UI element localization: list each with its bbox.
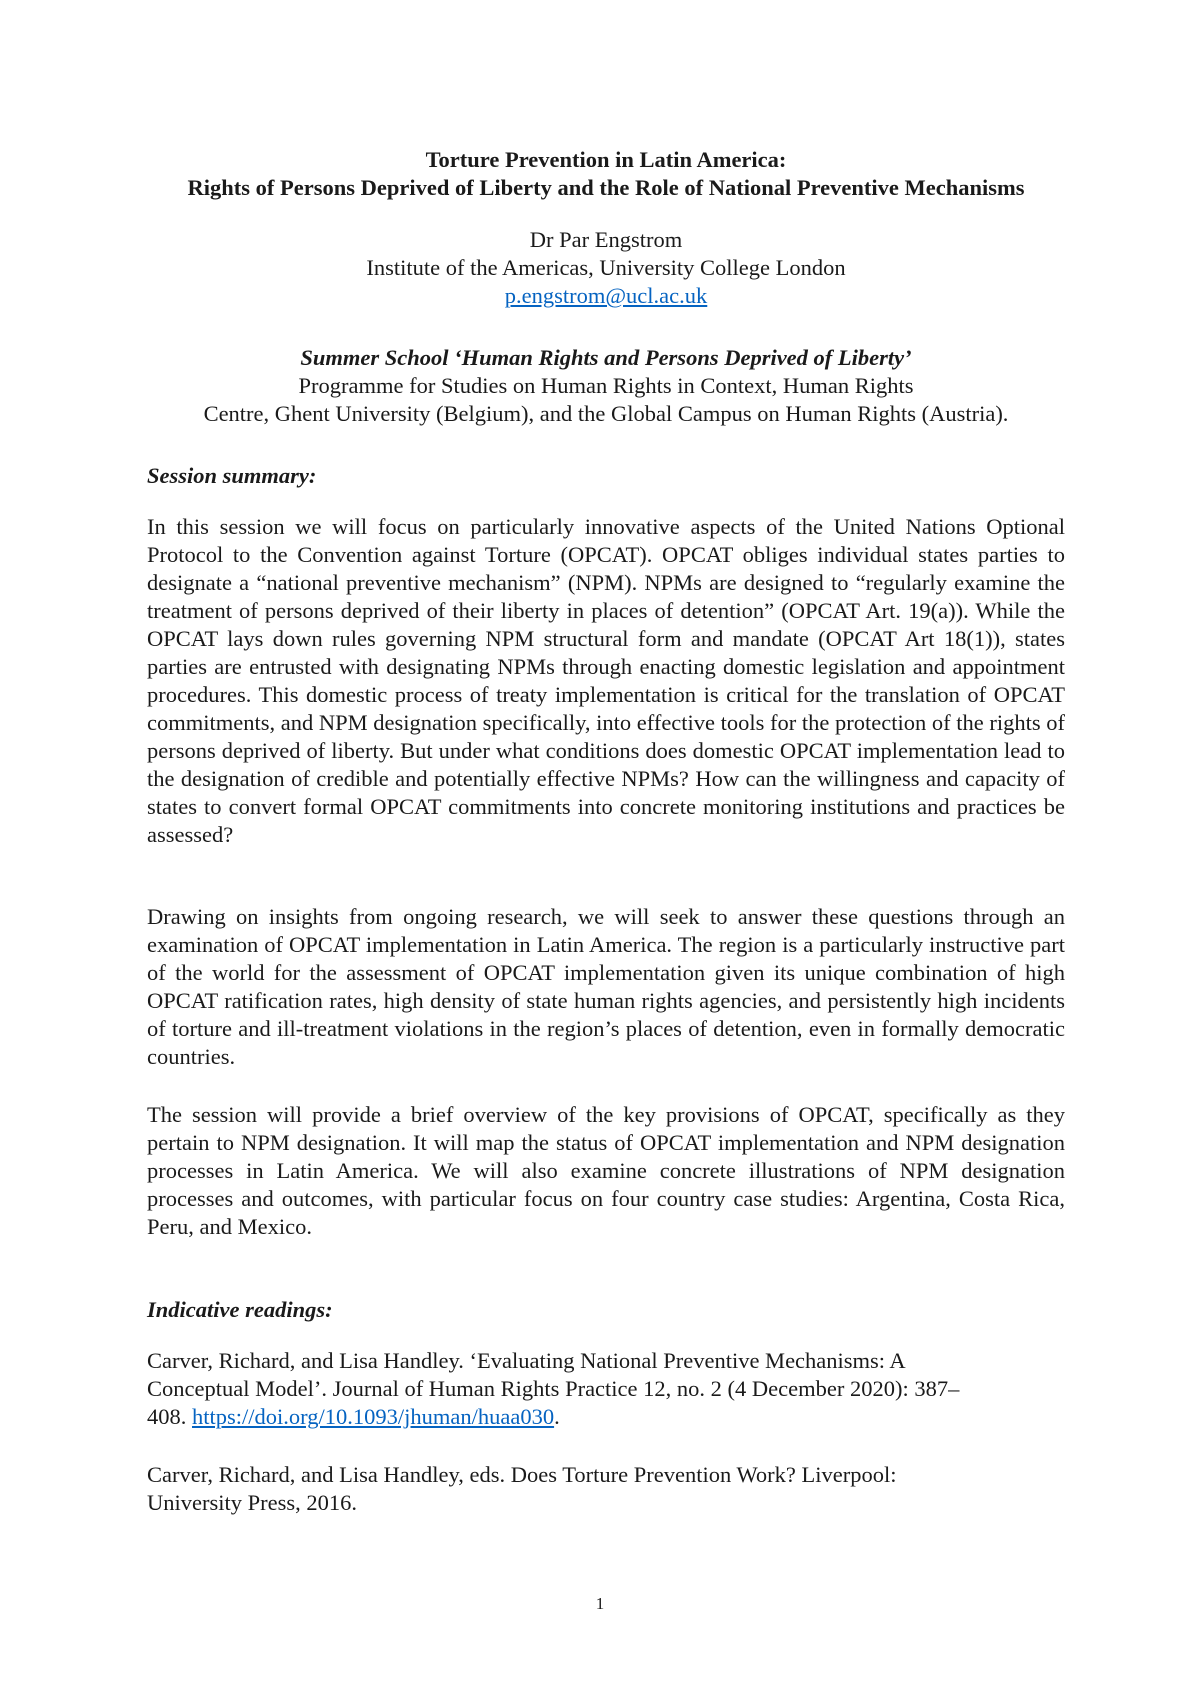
reading-2-line-2: University Press, 2016.	[147, 1490, 357, 1515]
author-block	[147, 226, 1065, 310]
indicative-readings-heading: Indicative readings:	[147, 1297, 333, 1322]
title-line-2: Rights of Persons Deprived of Liberty and the Role of National Preventive Mechanisms	[187, 175, 1025, 200]
summer-school-block	[147, 344, 1065, 428]
author-affiliation: Institute of the Americas, University College London	[366, 255, 846, 280]
summer-school-title: Summer School ‘Human Rights and Persons Deprived of Liberty’	[300, 345, 912, 370]
reading-1-doi-link[interactable]: https://doi.org/10.1093/jhuman/huaa030	[192, 1404, 555, 1429]
author-name: Dr Par Engstrom	[529, 227, 683, 252]
document-title	[147, 146, 1065, 202]
title-line-1: Torture Prevention in Latin America:	[425, 147, 787, 172]
reading-entry-1	[147, 1347, 1065, 1431]
programme-line-2: Centre, Ghent University (Belgium), and the Global Campus on Human Rights (Austria).	[203, 401, 1009, 426]
reading-2-line-1: Carver, Richard, and Lisa Handley, eds. Does Torture Prevention Work? Liverpool:	[147, 1462, 897, 1487]
author-email-link[interactable]: p.engstrom@ucl.ac.uk	[504, 283, 708, 308]
reading-1-line-1: Carver, Richard, and Lisa Handley. ‘Evaluating National Preventive Mechanisms: A	[147, 1348, 906, 1373]
programme-line-1: Programme for Studies on Human Rights in Context, Human Rights	[298, 373, 914, 398]
reading-1-pages: 408.	[147, 1404, 192, 1429]
summary-paragraph-1: In this session we will focus on particularly innovative aspects of the United Nations Optional Protocol to the Convention against Torture (OPCAT). OPCAT obliges individual states parties to designate a “national preventive mechanism” (NPM). NPMs are designed to “regularly examine the treatment of persons deprived of their liberty in places of detention” (OPCAT Art. 19(a)). While the OPCAT lays down rules governing NPM structural form and mandate (OPCAT Art 18(1)), states parties are entrusted with designating NPMs through enacting domestic legislation and appointment procedures. This domestic process of treaty implementation is critical for the translation of OPCAT commitments, and NPM designation specifically, into effective tools for the protection of the rights of persons deprived of liberty. But under what conditions does domestic OPCAT implementation lead to the designation of credible and potentially effective NPMs? How can the willingness and capacity of states to convert formal OPCAT commitments into concrete monitoring institutions and practices be assessed?	[147, 514, 1065, 847]
reading-1-line-2: Conceptual Model’. Journal of Human Rights Practice 12, no. 2 (4 December 2020): 387–	[147, 1376, 960, 1401]
summary-paragraph-2: Drawing on insights from ongoing research, we will seek to answer these questions through an examination of OPCAT implementation in Latin America. The region is a particularly instructive part of the world for the assessment of OPCAT implementation given its unique combination of high OPCAT ratification rates, high density of state human rights agencies, and persistently high incidents of torture and ill-treatment violations in the region’s places of detention, even in formally democratic countries.	[147, 904, 1065, 1069]
reading-1-period: .	[554, 1404, 560, 1429]
summary-paragraph-3: The session will provide a brief overview of the key provisions of OPCAT, specifically as they pertain to NPM designation. It will map the status of OPCAT implementation and NPM designation processes in Latin America. We will also examine concrete illustrations of NPM designation processes and outcomes, with particular focus on four country case studies: Argentina, Costa Rica, Peru, and Mexico.	[147, 1102, 1065, 1239]
session-summary-heading: Session summary:	[147, 463, 317, 488]
reading-1-line-3	[147, 1403, 1065, 1431]
reading-entry-2	[147, 1461, 1065, 1517]
page-number: 1	[595, 1594, 605, 1613]
